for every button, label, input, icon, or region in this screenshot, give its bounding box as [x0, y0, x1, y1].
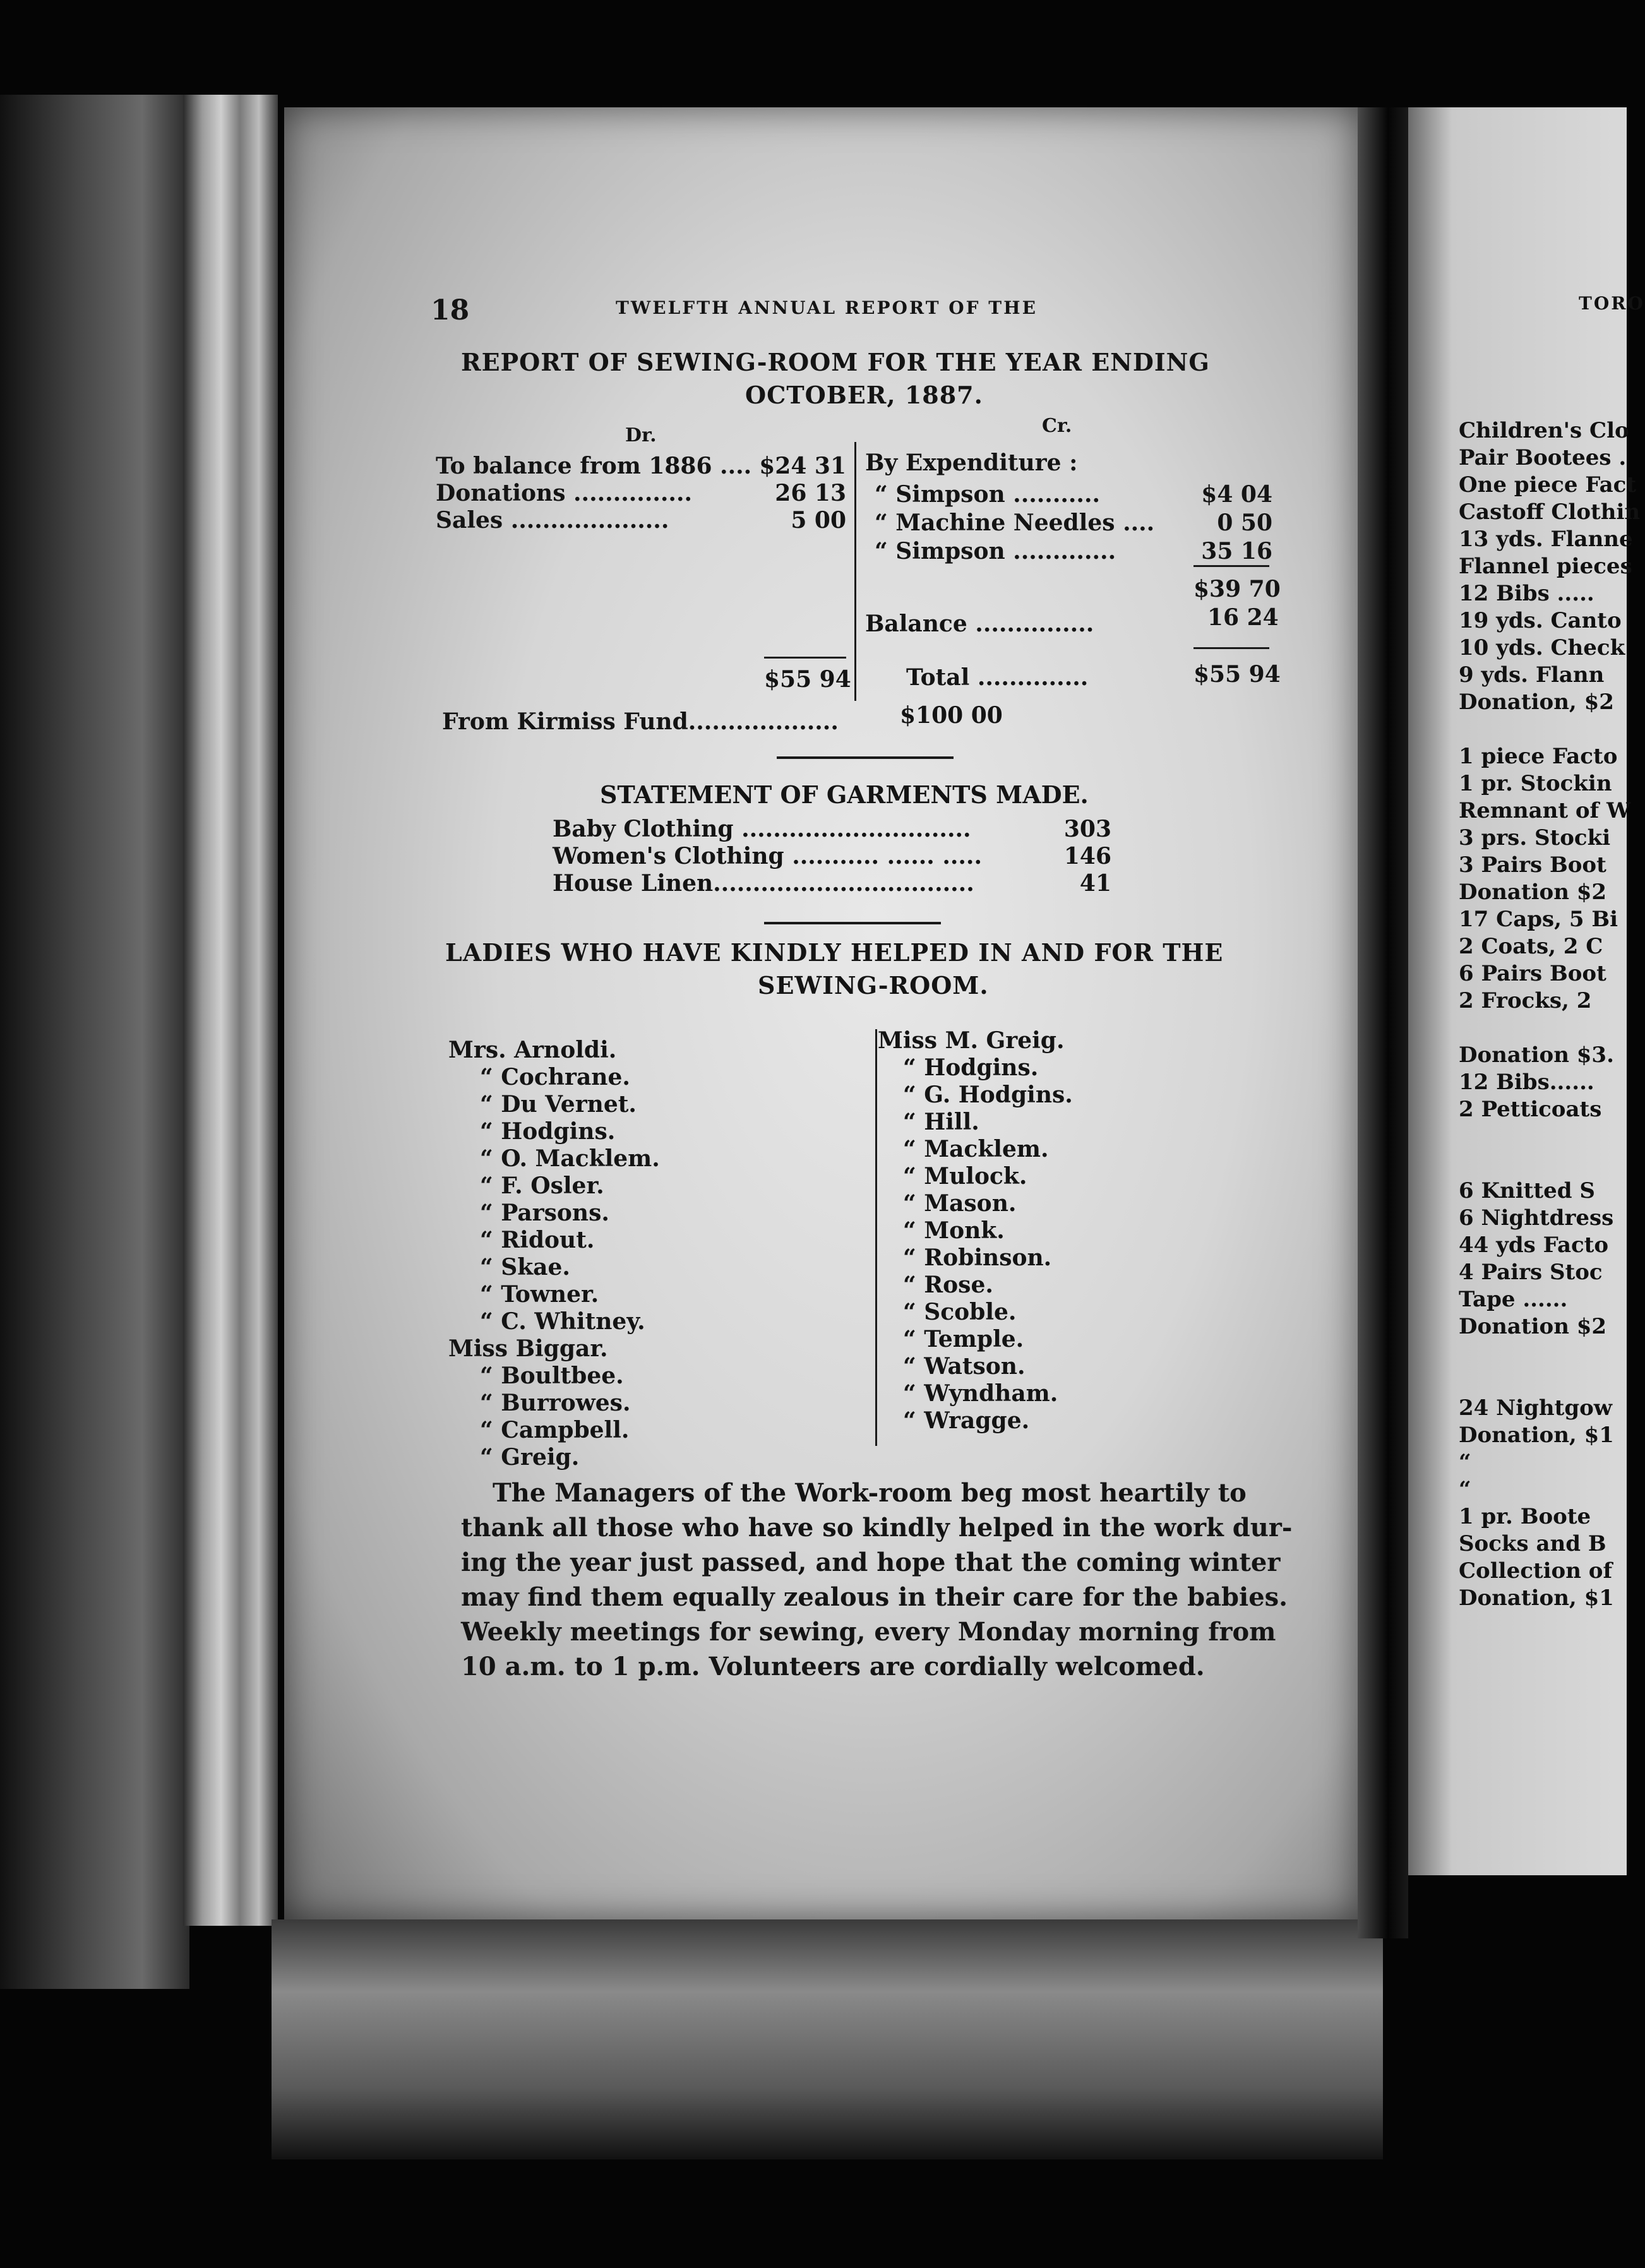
- section-rule-2: [764, 922, 941, 924]
- right-page-line: 17 Caps, 5 Bi: [1459, 907, 1618, 932]
- report-title-line1: REPORT OF SEWING-ROOM FOR THE YEAR ENDING: [461, 348, 1210, 376]
- lady-name: “ Burrowes.: [480, 1390, 631, 1416]
- right-page-line: “: [1459, 1450, 1471, 1475]
- credit-amount: 0 50: [1217, 510, 1272, 536]
- lady-name: “ Macklem.: [903, 1136, 1049, 1162]
- debit-label: To balance from 1886 ....: [436, 453, 752, 479]
- credit-amount: 35 16: [1201, 538, 1272, 564]
- garment-value: 146: [1063, 843, 1111, 869]
- lady-name: “ Monk.: [903, 1217, 1005, 1244]
- ladies-heading-line2: SEWING-ROOM.: [758, 971, 989, 1000]
- torn-bottom-edge: [272, 1919, 1383, 2159]
- right-page-line: 44 yds Facto: [1459, 1232, 1609, 1258]
- debit-amount: 5 00: [791, 507, 846, 534]
- credit-label: “ Simpson ...........: [875, 481, 1101, 508]
- right-page-line: 3 Pairs Boot: [1459, 852, 1606, 878]
- closing-line: The Managers of the Work-room beg most heartily to: [493, 1478, 1247, 1508]
- garment-label: Women's Clothing ........... ...... .....: [553, 843, 982, 869]
- lady-name: “ Scoble.: [903, 1299, 1017, 1325]
- ladies-divider: [875, 1029, 877, 1446]
- total-label: Total ..............: [906, 664, 1089, 691]
- outer-book-edge: [0, 95, 189, 1989]
- credit-amount: $4 04: [1201, 481, 1272, 508]
- page-number: 18: [431, 294, 470, 326]
- page-stack-edge: [183, 95, 278, 1926]
- by-expenditure: By Expenditure :: [865, 450, 1078, 476]
- garment-label: House Linen.................................: [553, 870, 974, 897]
- right-running-head: TORO: [1579, 293, 1645, 314]
- lady-name: “ F. Osler.: [480, 1173, 604, 1199]
- account-divider: [854, 442, 856, 701]
- right-page-line: Pair Bootees .: [1459, 445, 1627, 470]
- right-page-line: Socks and B: [1459, 1531, 1606, 1556]
- lady-name: “ Watson.: [903, 1353, 1026, 1380]
- closing-line: ing the year just passed, and hope that the coming winter: [461, 1548, 1281, 1577]
- total-amount: $55 94: [1193, 661, 1281, 688]
- garment-label: Baby Clothing .............................: [553, 816, 971, 842]
- right-page-line: Castoff Clothin: [1459, 499, 1641, 525]
- kirmiss-fund-label: From Kirmiss Fund...................: [442, 708, 839, 735]
- lady-name: “ Mason.: [903, 1190, 1017, 1217]
- right-page-line: 6 Knitted S: [1459, 1178, 1595, 1203]
- lady-name: “ Robinson.: [903, 1244, 1052, 1271]
- kirmiss-fund-amount: $100 00: [900, 702, 1003, 729]
- garment-value: 303: [1063, 816, 1111, 842]
- debit-total-rule: [764, 657, 846, 659]
- report-title-line2: OCTOBER, 1887.: [745, 381, 983, 409]
- right-page-line: 2 Frocks, 2: [1459, 988, 1592, 1013]
- right-page-line: 13 yds. Flanne: [1459, 527, 1633, 552]
- debit-label: Sales ....................: [436, 507, 669, 534]
- right-page-line: 2 Petticoats: [1459, 1097, 1602, 1122]
- lady-name: “ Cochrane.: [480, 1064, 630, 1090]
- right-page-line: Children's Clo: [1459, 418, 1629, 443]
- right-page-line: Donation, $1: [1459, 1585, 1614, 1611]
- right-page-line: One piece Fact: [1459, 472, 1637, 498]
- right-page-line: 10 yds. Check: [1459, 635, 1625, 660]
- closing-line: may find them equally zealous in their care for the babies.: [461, 1582, 1288, 1612]
- lady-name: “ Boultbee.: [480, 1363, 624, 1389]
- lady-name: “ Wragge.: [903, 1407, 1030, 1434]
- right-page-line: Remnant of W: [1459, 798, 1631, 823]
- lady-name: “ Ridout.: [480, 1227, 595, 1253]
- lady-name: “ Skae.: [480, 1254, 570, 1280]
- balance-amount: 16 24: [1207, 604, 1279, 631]
- garments-heading: STATEMENT OF GARMENTS MADE.: [600, 780, 1089, 809]
- garment-value: 41: [1079, 870, 1111, 897]
- right-page-line: Donation $2: [1459, 880, 1607, 905]
- running-head: TWELFTH ANNUAL REPORT OF THE: [616, 297, 1038, 318]
- right-page-line: 1 pr. Boote: [1459, 1504, 1591, 1529]
- ladies-heading-line1: LADIES WHO HAVE KINDLY HELPED IN AND FOR THE: [445, 938, 1224, 967]
- right-page-line: Tape ......: [1459, 1287, 1568, 1312]
- right-page-line: Donation $2: [1459, 1314, 1607, 1339]
- right-page-line: 19 yds. Canto: [1459, 608, 1622, 633]
- right-page-line: 3 prs. Stocki: [1459, 825, 1611, 850]
- lady-name: “ Towner.: [480, 1281, 599, 1308]
- closing-line: 10 a.m. to 1 p.m. Volunteers are cordially welcomed.: [461, 1652, 1205, 1681]
- lady-name: Miss M. Greig.: [878, 1027, 1065, 1054]
- right-page-line: 6 Nightdress: [1459, 1205, 1614, 1231]
- lady-name: Miss Biggar.: [448, 1335, 608, 1362]
- lady-name: “ Greig.: [480, 1444, 580, 1471]
- credit-subtotal-rule: [1193, 565, 1269, 567]
- right-page-line: 6 Pairs Boot: [1459, 961, 1606, 986]
- lady-name: “ O. Macklem.: [480, 1145, 660, 1172]
- lady-name: “ Hodgins.: [480, 1118, 616, 1145]
- right-page-line: Flannel pieces: [1459, 554, 1632, 579]
- lady-name: “ Hodgins.: [903, 1054, 1039, 1081]
- section-rule-1: [777, 756, 954, 759]
- balance-label: Balance ...............: [865, 611, 1094, 637]
- right-page-line: 1 pr. Stockin: [1459, 771, 1612, 796]
- left-page: [284, 107, 1358, 1919]
- right-page-line: 12 Bibs......: [1459, 1070, 1594, 1095]
- right-page-line: 12 Bibs .....: [1459, 581, 1594, 606]
- credit-subtotal: $39 70: [1193, 576, 1281, 602]
- right-page-line: 9 yds. Flann: [1459, 662, 1605, 688]
- credit-label: “ Simpson .............: [875, 538, 1116, 564]
- lady-name: “ C. Whitney.: [480, 1308, 645, 1335]
- lady-name: Mrs. Arnoldi.: [448, 1037, 617, 1063]
- right-page-line: Donation, $2: [1459, 689, 1614, 715]
- credit-label: “ Machine Needles ....: [875, 510, 1155, 536]
- right-page-line: Donation, $1: [1459, 1423, 1614, 1448]
- lady-name: “ Wyndham.: [903, 1380, 1058, 1407]
- right-page-line: 4 Pairs Stoc: [1459, 1260, 1603, 1285]
- debit-label: Dr.: [625, 424, 657, 446]
- credit-label: Cr.: [1042, 415, 1072, 437]
- credit-total-rule: [1193, 647, 1269, 649]
- debit-amount: 26 13: [775, 480, 846, 506]
- lady-name: “ Mulock.: [903, 1163, 1027, 1190]
- debit-total: $55 94: [764, 666, 851, 693]
- lady-name: “ Temple.: [903, 1326, 1024, 1352]
- lady-name: “ G. Hodgins.: [903, 1082, 1073, 1108]
- lady-name: “ Hill.: [903, 1109, 979, 1135]
- right-page-line: “: [1459, 1477, 1471, 1502]
- lady-name: “ Rose.: [903, 1272, 993, 1298]
- right-page-line: Collection of: [1459, 1558, 1613, 1584]
- closing-line: Weekly meetings for sewing, every Monday morning from: [461, 1617, 1276, 1647]
- closing-line: thank all those who have so kindly helped in the work dur-: [461, 1513, 1293, 1543]
- right-page-line: 24 Nightgow: [1459, 1395, 1613, 1421]
- book-gutter: [1358, 107, 1408, 1938]
- right-page-line: 1 piece Facto: [1459, 744, 1618, 769]
- right-page-line: 2 Coats, 2 C: [1459, 934, 1603, 959]
- lady-name: “ Parsons.: [480, 1200, 609, 1226]
- right-page-line: Donation $3.: [1459, 1042, 1614, 1068]
- lady-name: “ Du Vernet.: [480, 1091, 637, 1118]
- debit-label: Donations ...............: [436, 480, 693, 506]
- debit-amount: $24 31: [759, 453, 846, 479]
- right-page-fragment: [1408, 107, 1645, 1875]
- lady-name: “ Campbell.: [480, 1417, 630, 1443]
